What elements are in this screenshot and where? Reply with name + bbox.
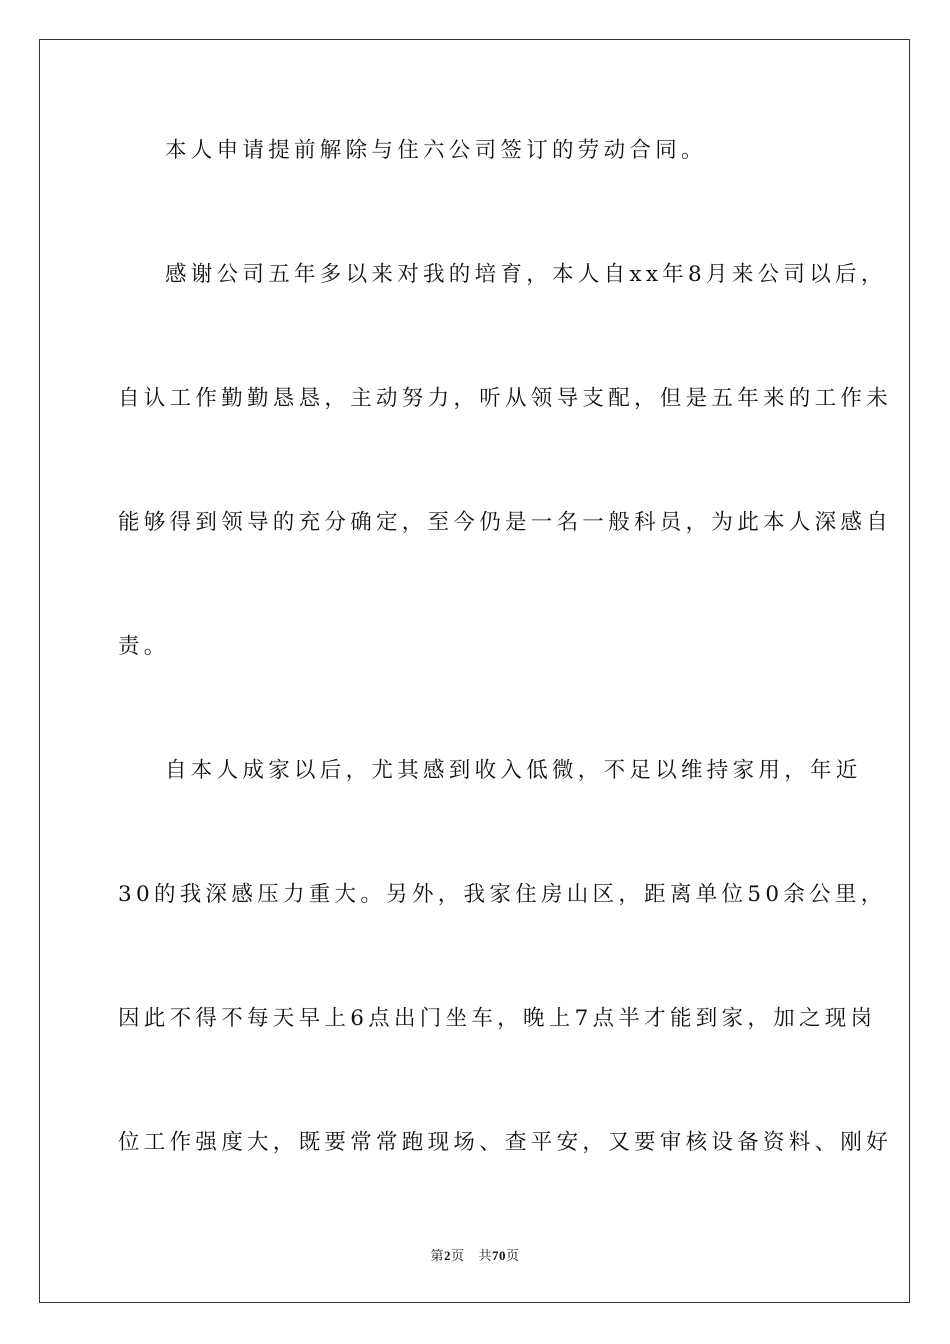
paragraph-line-1: 本人申请提前解除与住六公司签订的劳动合同。 [165, 138, 707, 163]
total-suffix: 页 [506, 1248, 520, 1263]
paragraph-line-5: 责。 [118, 634, 170, 659]
page-prefix: 第 [430, 1248, 444, 1263]
paragraph-line-2: 感谢公司五年多以来对我的培育，本人自xx年8月来公司以后， [165, 262, 887, 287]
paragraph-line-6: 自本人成家以后，尤其感到收入低微，不足以维持家用，年近 [165, 758, 862, 783]
paragraph-line-3: 自认工作勤勤恳恳，主动努力，听从领导支配，但是五年来的工作未 [118, 386, 893, 411]
total-pages: 70 [492, 1248, 507, 1263]
page-suffix: 页 [450, 1248, 465, 1263]
page-number: 2 [443, 1248, 451, 1263]
page-footer [0, 1245, 950, 1264]
paragraph-line-4: 能够得到领导的充分确定，至今仍是一名一般科员，为此本人深感自 [118, 510, 893, 535]
paragraph-line-9: 位工作强度大，既要常常跑现场、查平安，又要审核设备资料、刚好 [118, 1130, 893, 1155]
paragraph-line-7: 30的我深感压力重大。另外，我家住房山区，距离单位50余公里， [118, 882, 887, 907]
paragraph-line-8: 因此不得不每天早上6点出门坐车，晚上7点半才能到家，加之现岗 [118, 1006, 877, 1031]
page-border [39, 39, 910, 1303]
total-prefix: 共 [478, 1248, 493, 1263]
